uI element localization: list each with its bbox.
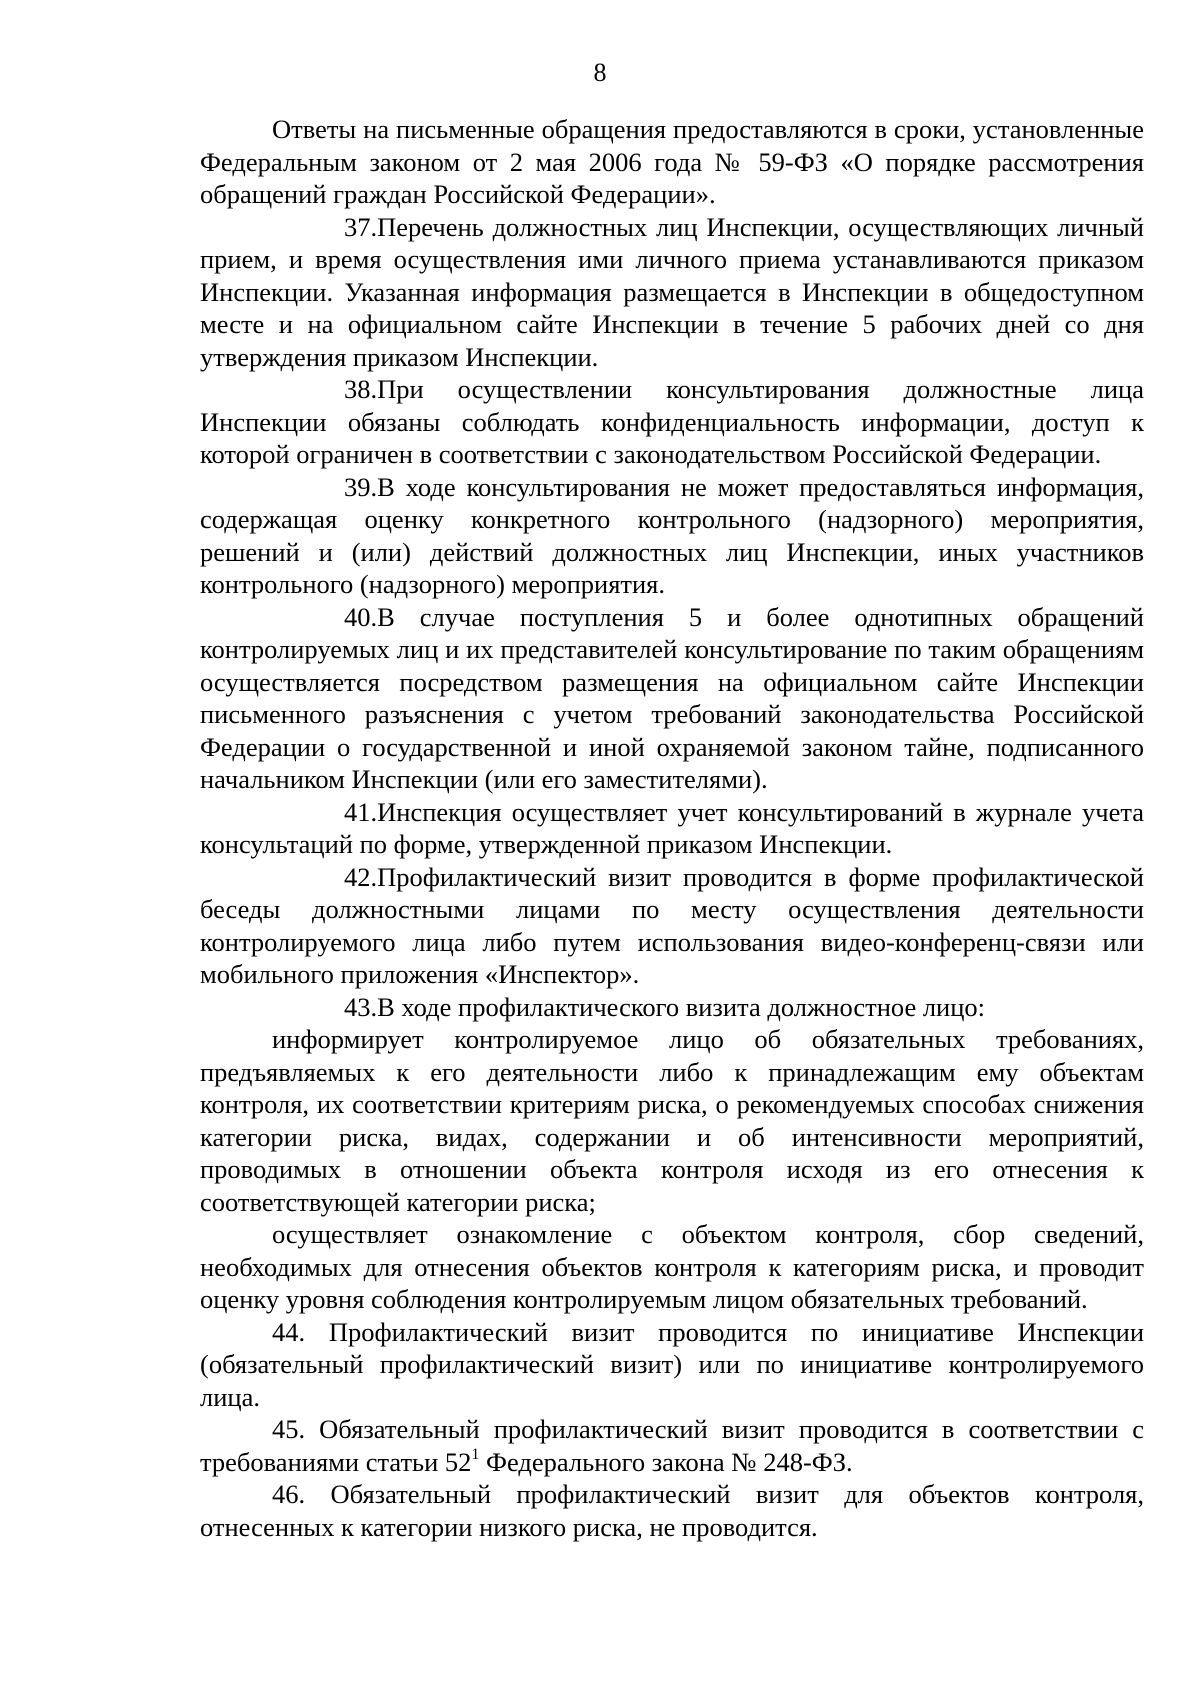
paragraph-text: В ходе профилактического визита должностное лицо: bbox=[377, 991, 986, 1022]
document-body bbox=[200, 113, 1144, 1543]
paragraph-40 bbox=[200, 601, 1144, 796]
paragraph-text: Перечень должностных лиц Инспекции, осуществляющих личный прием, и время осуществления ими личного приема устанавливаются приказом Инспекции. Указанная информация размещается в Инспекции в общедоступном месте и на официальном сайте Инспекции в течение 5 рабочих дней со дня утверждения приказом Инспекции. bbox=[200, 211, 1144, 372]
paragraph-45 bbox=[200, 1413, 1144, 1478]
paragraph-number: 42. bbox=[344, 861, 378, 892]
paragraph-text: Федерального закона № 248-ФЗ. bbox=[479, 1446, 853, 1477]
paragraph-text: 46. Обязательный профилактический визит для объектов контроля, отнесенных к категории низкого риска, не проводится. bbox=[200, 1479, 1144, 1542]
paragraph-number: 43. bbox=[344, 991, 378, 1022]
paragraph-number: 41. bbox=[344, 796, 378, 827]
paragraph-text: Инспекция осуществляет учет консультирований в журнале учета консультаций по форме, утвержденной приказом Инспекции. bbox=[200, 796, 1144, 859]
page-number: 8 bbox=[593, 58, 607, 87]
paragraph-44 bbox=[200, 1316, 1144, 1414]
paragraph-43 bbox=[200, 991, 1144, 1024]
superscript: 1 bbox=[471, 1445, 480, 1463]
paragraph-42 bbox=[200, 861, 1144, 991]
paragraph-number: 38. bbox=[344, 374, 378, 404]
paragraph-text: 45. Обязательный профилактический визит проводится в соответствии с требованиями статьи 52 bbox=[200, 1414, 1144, 1477]
paragraph-46 bbox=[200, 1478, 1144, 1543]
paragraph-text: информирует контролируемое лицо об обязательных требованиях, предъявляемых к его деятельности либо к принадлежащим ему объектам контроля, их соответствии критериям риска, о рекомендуемых способах снижения категории риска, видах, содержании и об интенсивности мероприятий, проводимых в отношении объекта контроля исходя из его отнесения к соответствующей категории риска; bbox=[200, 1024, 1144, 1217]
paragraph-number: 37. bbox=[344, 211, 378, 242]
paragraph-text: 44. Профилактический визит проводится по инициативе Инспекции (обязательный профилактический визит) или по инициативе контролируемого лица. bbox=[200, 1316, 1144, 1412]
paragraph-text: осуществляет ознакомление с объектом контроля, сбор сведений, необходимых для отнесения объектов контроля к категориям риска, и проводит оценку уровня соблюдения контролируемым лицом обязательных требований. bbox=[200, 1219, 1144, 1314]
paragraph-number: 39. bbox=[344, 471, 378, 502]
paragraph-number: 40. bbox=[344, 601, 378, 632]
paragraph-41 bbox=[200, 796, 1144, 861]
paragraph-37 bbox=[200, 211, 1144, 374]
paragraph-text: При осуществлении консультирования должностные лица Инспекции обязаны соблюдать конфиденциальность информации, доступ к которой ограничен в соответствии с законодательством Российской Федерации. bbox=[200, 374, 1144, 469]
paragraph bbox=[200, 1023, 1144, 1218]
paragraph-text: Профилактический визит проводится в форме профилактической беседы должностными лицами по месту осуществления деятельности контролируемого лица либо путем использования видео-конференц-связи или мобильного приложения «Инспектор». bbox=[200, 861, 1144, 989]
paragraph-text: Ответы на письменные обращения предоставляются в сроки, установленные Федеральным законом от 2 мая 2006 года № 59-ФЗ «О порядке рассмотрения обращений граждан Российской Федерации». bbox=[200, 114, 1144, 209]
paragraph-text: В случае поступления 5 и более однотипных обращений контролируемых лиц и их представителей консультирование по таким обращениям осуществляется посредством размещения на официальном сайте Инспекции письменного разъяснения с учетом требований законодательства Российской Федерации о государственной и иной охраняемой законом тайне, подписанного начальником Инспекции (или его заместителями). bbox=[200, 601, 1144, 794]
paragraph bbox=[200, 1218, 1144, 1316]
paragraph-text: В ходе консультирования не может предоставляться информация, содержащая оценку конкретного контрольного (надзорного) мероприятия, решений и (или) действий должностных лиц Инспекции, иных участников контрольного (надзорного) мероприятия. bbox=[200, 471, 1144, 599]
paragraph-38 bbox=[200, 373, 1144, 471]
paragraph-39 bbox=[200, 471, 1144, 601]
paragraph bbox=[200, 113, 1144, 211]
